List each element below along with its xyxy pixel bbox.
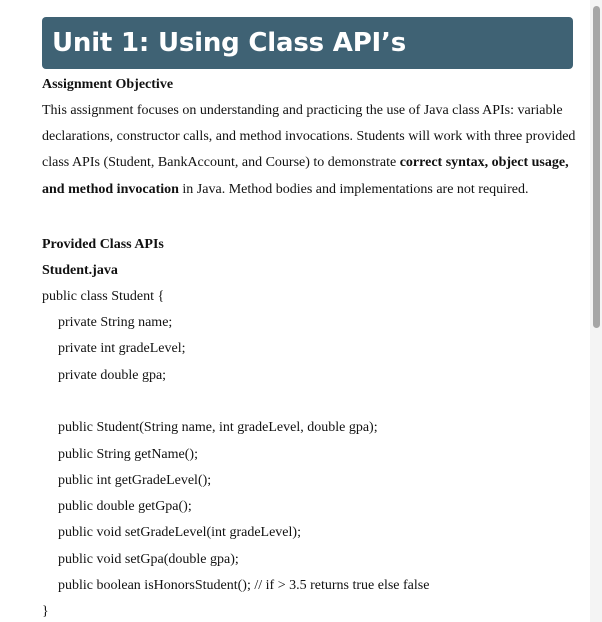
section-spacer (42, 203, 577, 232)
code-constructor: public Student(String name, int gradeLevel, double gpa); (58, 420, 378, 436)
objective-text-start: This assignment focuses on understanding and practicing the use of Java class APIs: variable declarations, constructor calls, and method invocations. Students will work with three provided class APIs (Student, BankAccount, and Course) to demonstrate (42, 103, 576, 171)
code-class-open: public class Student { (42, 288, 165, 304)
document-content (42, 72, 577, 622)
code-class-close: } (42, 604, 49, 620)
code-field-gpa: private double gpa; (58, 367, 167, 383)
code-blank-line (42, 389, 577, 415)
code-field-name: private String name; (58, 315, 173, 331)
objective-bold-text: correct syntax, object usage, and method invocation (42, 155, 569, 197)
code-set-gpa: public void setGpa(double gpa); (58, 551, 239, 567)
file-name-heading: Student.java (42, 262, 118, 278)
objective-text-end: in Java. Method bodies and implementations are not required. (178, 181, 529, 197)
code-is-honors: public boolean isHonorsStudent(); // if > 3.5 returns true else false (58, 578, 430, 594)
provided-heading: Provided Class APIs (42, 236, 164, 252)
objective-paragraph (42, 98, 577, 203)
code-get-gpa: public double getGpa(); (58, 499, 192, 515)
code-get-name: public String getName(); (58, 446, 198, 462)
scrollbar-thumb[interactable] (593, 6, 600, 328)
code-get-grade: public int getGradeLevel(); (58, 472, 212, 488)
code-field-grade: private int gradeLevel; (58, 341, 186, 357)
page-title: Unit 1: Using Class API’s (52, 28, 406, 58)
title-banner (42, 17, 573, 69)
code-set-grade: public void setGradeLevel(int gradeLevel); (58, 525, 301, 541)
vertical-scrollbar[interactable] (590, 0, 602, 622)
code-block (42, 284, 577, 622)
objective-heading: Assignment Objective (42, 77, 174, 92)
